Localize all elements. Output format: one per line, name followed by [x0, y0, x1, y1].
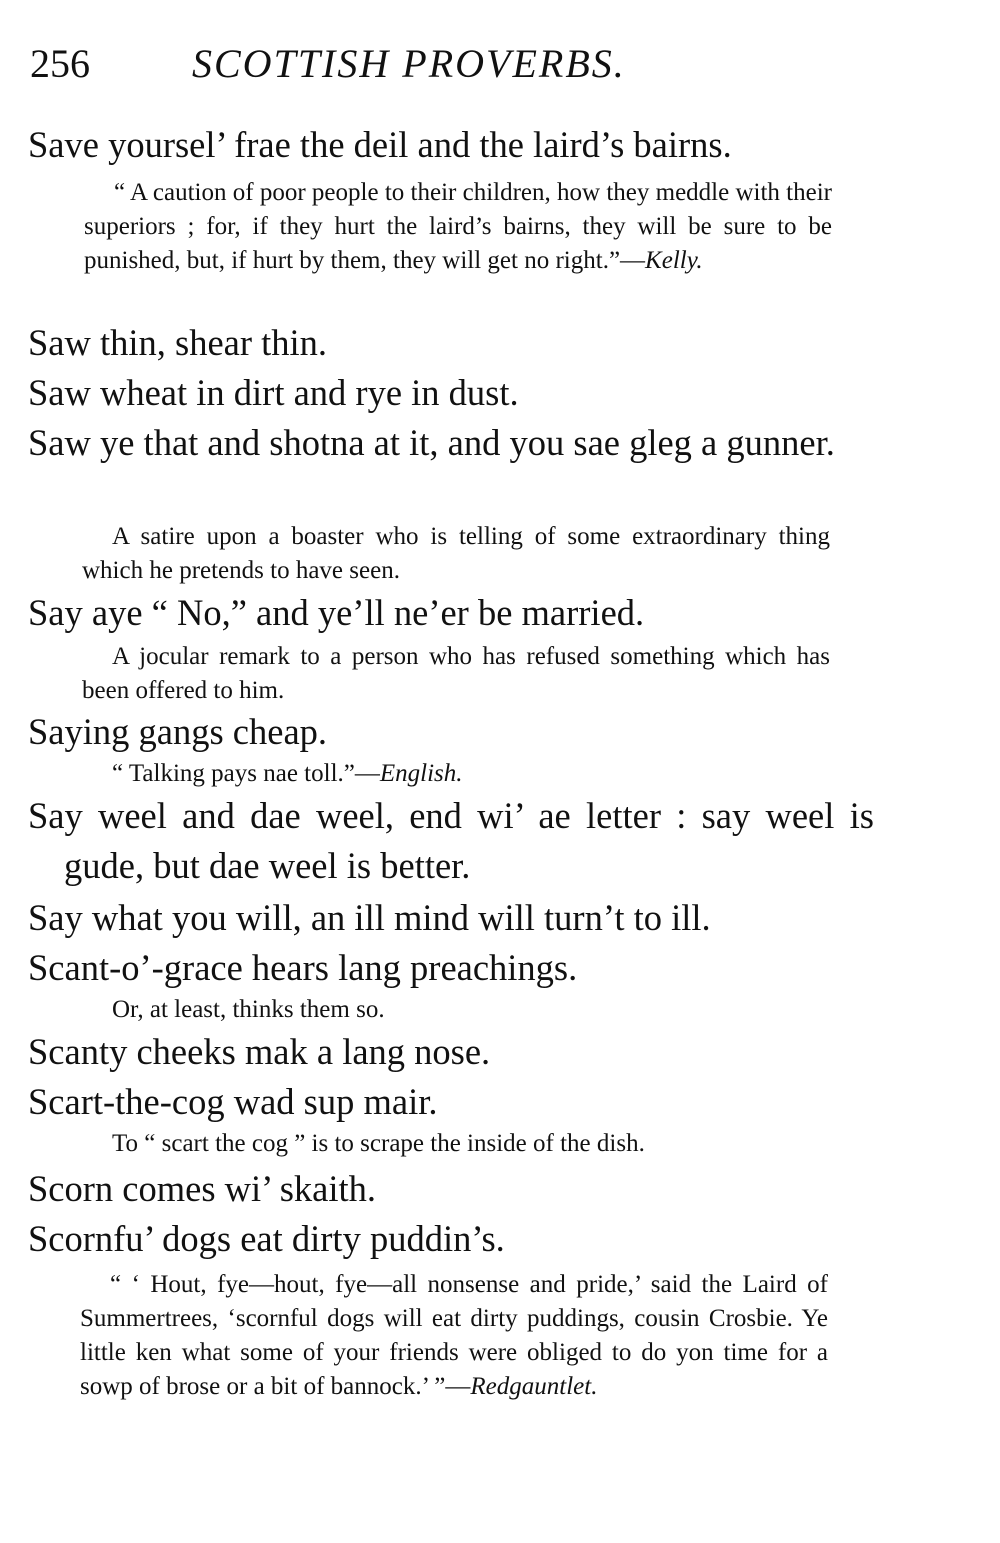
note-text: “ A caution of poor people to their children, how they meddle with their superiors ; for, if they hurt the laird’s bairns, they will be sure to be punished, but, if hurt by them, they will get no right.”— — [84, 179, 832, 274]
proverb-text: Saying gangs cheap. — [28, 711, 328, 752]
proverb-note — [82, 757, 830, 791]
proverb-note — [84, 176, 832, 278]
proverb-text: Saw wheat in dirt and rye in dust. — [28, 372, 519, 413]
proverb-text: Scanty cheeks mak a lang nose. — [28, 1031, 491, 1072]
note-source: Redgauntlet. — [470, 1373, 598, 1400]
note-source: English. — [379, 760, 463, 787]
note-text: “ ‘ Hout, fye—hout, fye—all nonsense and pride,’ said the Laird of Summertrees, ‘scornful dogs will eat dirty puddings, cousin Crosbie. Ye little ken what some of your friends were obliged to do yon time for a sowp of brose or a bit of bannock.’ ”— — [80, 1271, 828, 1400]
proverb-text: Scornfu’ dogs eat dirty puddin’s. — [28, 1218, 505, 1259]
proverb-text: Saw thin, shear thin. — [28, 322, 328, 363]
proverb-note: Or, at least, thinks them so. — [112, 996, 385, 1023]
proverb-text: Scart-the-cog wad sup mair. — [28, 1081, 438, 1122]
proverb-note: A jocular remark to a person who has refused something which has been offered to him. — [82, 643, 830, 704]
note-source: Kelly. — [645, 247, 703, 274]
proverb-text: Saw ye that and shotna at it, and you sae gleg a gunner. — [28, 422, 835, 463]
proverb-note: A satire upon a boaster who is telling of some extraordinary thing which he pretends to have seen. — [82, 523, 830, 584]
proverb-text: Scorn comes wi’ skaith. — [28, 1168, 377, 1209]
proverb-note: To “ scart the cog ” is to scrape the inside of the dish. — [112, 1130, 645, 1157]
proverb-text: Scant-o’-grace hears lang preachings. — [28, 947, 578, 988]
running-title: SCOTTISH PROVERBS. — [192, 41, 626, 86]
proverb-text: Say aye “ No,” and ye’ll ne’er be married. — [28, 592, 645, 633]
proverb-text: Save yoursel’ frae the deil and the laird’s bairns. — [28, 124, 732, 165]
page-number: 256 — [30, 41, 90, 86]
proverb-text: Say what you will, an ill mind will turn’t to ill. — [28, 897, 711, 938]
note-text: “ Talking pays nae toll.”— — [112, 760, 380, 787]
proverb-text: Say weel and dae weel, end wi’ ae letter : say weel is gude, but dae weel is better. — [28, 795, 874, 886]
proverb-note — [80, 1268, 828, 1404]
